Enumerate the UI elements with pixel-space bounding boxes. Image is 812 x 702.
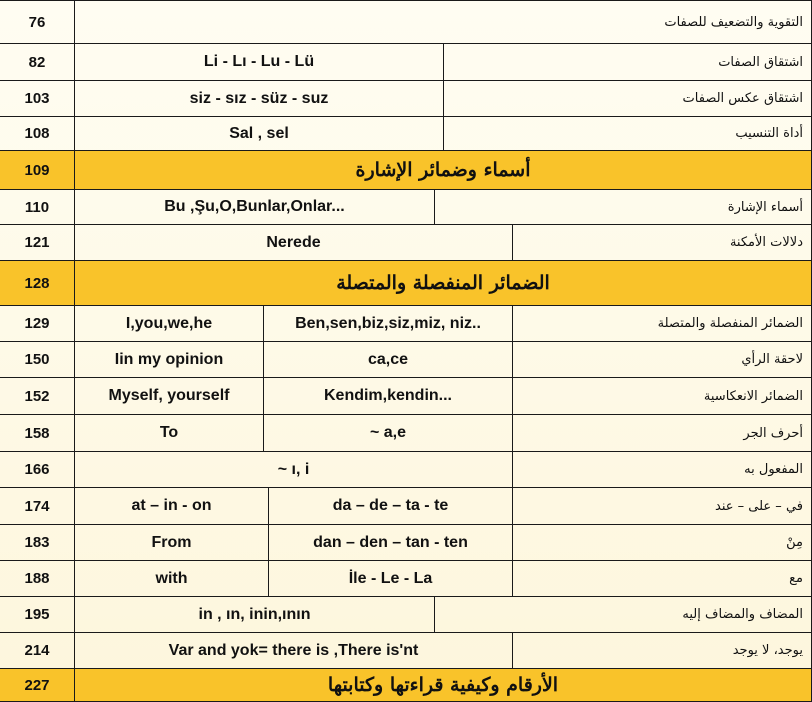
turkish-suffix: Ben,sen,biz,siz,miz, niz..	[263, 306, 512, 341]
turkish-suffix: İle - Le - La	[268, 561, 512, 596]
table-row	[0, 378, 812, 415]
page-number: 195	[24, 606, 50, 623]
topic-title: أحرف الجر	[512, 415, 812, 451]
topic-title: يوجد، لا يوجد	[512, 633, 812, 668]
page-number: 128	[0, 261, 74, 305]
section-header-row	[0, 261, 812, 306]
page-number: 109	[0, 151, 74, 189]
topic-title: دلالات الأمكنة	[512, 225, 812, 260]
table-row	[0, 561, 812, 597]
topic-title: لاحقة الرأي	[512, 342, 812, 377]
turkish-suffix: Bu ,Şu,O,Bunlar,Onlar...	[74, 190, 434, 224]
topic-title: أسماء الإشارة	[434, 190, 812, 224]
page-number: 108	[24, 125, 50, 142]
english-equivalent: with	[74, 561, 268, 596]
table-row	[0, 525, 812, 561]
page-number: 166	[24, 461, 50, 478]
section-header-row	[0, 151, 812, 190]
table-row	[0, 0, 812, 44]
page-number: 158	[24, 424, 50, 442]
english-equivalent: To	[74, 415, 263, 451]
table-row	[0, 44, 812, 81]
table-row	[0, 342, 812, 378]
english-equivalent: at – in - on	[74, 488, 268, 524]
page-number: 150	[24, 351, 50, 368]
turkish-suffix: Kendim,kendin...	[263, 378, 512, 414]
topic-title: اشتقاق عكس الصفات	[443, 81, 812, 116]
turkish-suffix: da – de – ta - te	[268, 488, 512, 524]
turkish-suffix: ~ ı, i	[74, 452, 512, 487]
english-equivalent: Myself, yourself	[74, 378, 263, 414]
page-number: 121	[24, 234, 50, 251]
turkish-suffix: siz - sız - süz - suz	[74, 81, 443, 116]
topic-title: في – على – عند	[512, 488, 812, 524]
turkish-suffix: Sal , sel	[74, 117, 443, 150]
english-equivalent: Iin my opinion	[74, 342, 263, 377]
topic-title: المضاف والمضاف إليه	[434, 597, 812, 632]
topic-title: الضمائر الانعكاسية	[512, 378, 812, 414]
page-number: 174	[24, 497, 50, 515]
table-row	[0, 452, 812, 488]
page-number: 76	[28, 13, 46, 31]
section-title: الأرقام وكيفية قراءتها وكتابتها	[74, 669, 812, 701]
table-row	[0, 306, 812, 342]
turkish-suffix: in , ın, inin,ının	[74, 597, 434, 632]
table-row	[0, 488, 812, 525]
page-number: 183	[24, 534, 50, 551]
table-row	[0, 633, 812, 669]
turkish-suffix: ca,ce	[263, 342, 512, 377]
turkish-suffix: Var and yok= there is ,There is'nt	[74, 633, 512, 668]
page-number: 103	[24, 90, 50, 107]
topic-title: مِنْ	[512, 525, 812, 560]
page-number: 214	[24, 642, 50, 659]
turkish-suffix: Li - Lı - Lu - Lü	[74, 44, 443, 80]
page-number: 152	[24, 387, 50, 405]
topic-title: التقوية والتضعيف للصفات	[74, 1, 812, 43]
section-header-row	[0, 669, 812, 702]
turkish-suffix: Nerede	[74, 225, 512, 260]
turkish-suffix: dan – den – tan - ten	[268, 525, 512, 560]
page-number: 82	[28, 53, 46, 71]
topic-title: أداة التنسيب	[443, 117, 812, 150]
table-row	[0, 597, 812, 633]
table-row	[0, 415, 812, 452]
table-row	[0, 225, 812, 261]
section-title: الضمائر المنفصلة والمتصلة	[74, 261, 812, 305]
topic-title: مع	[512, 561, 812, 596]
english-equivalent: I,you,we,he	[74, 306, 263, 341]
page-number: 188	[24, 570, 50, 587]
section-title: أسماء وضمائر الإشارة	[74, 151, 812, 189]
topic-title: اشتقاق الصفات	[443, 44, 812, 80]
table-row	[0, 117, 812, 151]
page-number: 129	[24, 315, 50, 332]
english-equivalent: From	[74, 525, 268, 560]
page-number: 110	[24, 198, 50, 216]
turkish-suffix: ~ a,e	[263, 415, 512, 451]
topic-title: المفعول به	[512, 452, 812, 487]
topic-title: الضمائر المنفصلة والمتصلة	[512, 306, 812, 341]
page-number: 227	[0, 669, 74, 701]
table-row	[0, 81, 812, 117]
table-row	[0, 190, 812, 225]
